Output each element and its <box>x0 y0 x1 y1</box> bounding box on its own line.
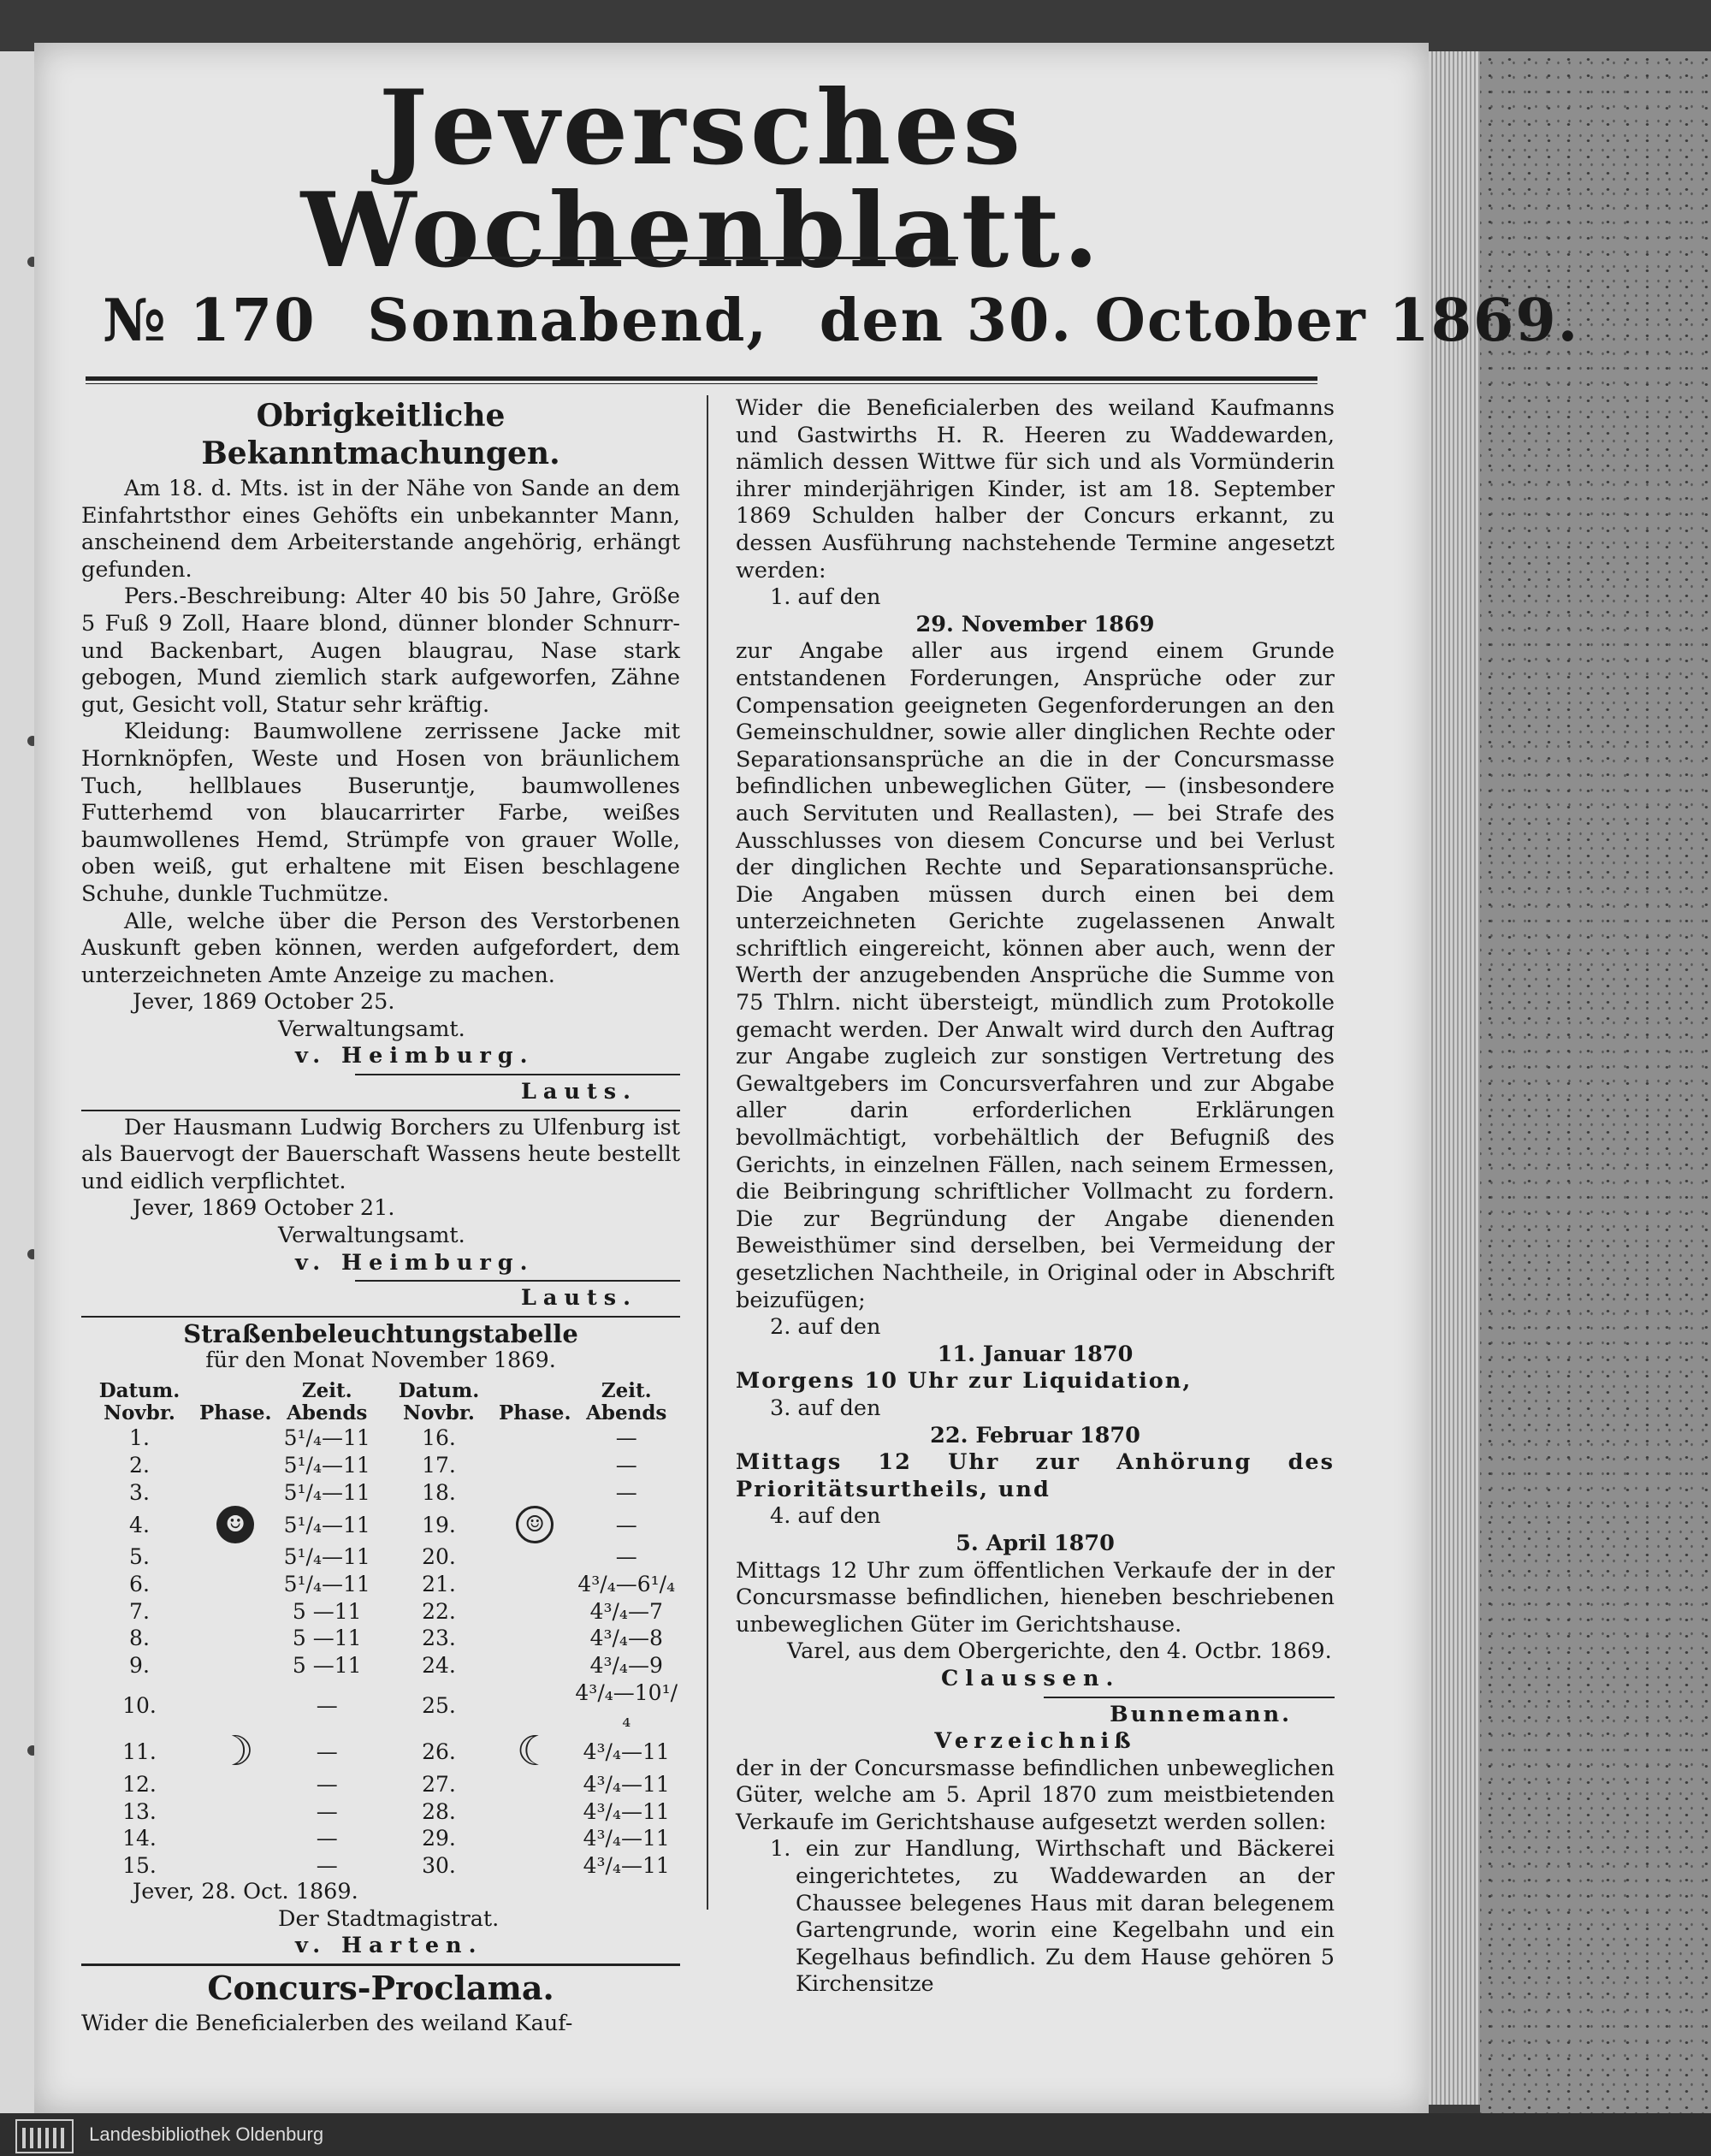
day-cell: 5. <box>129 1544 150 1570</box>
time-cell: 5¹/₄—11 <box>283 1544 370 1570</box>
day-cell: 27. <box>422 1771 456 1797</box>
concurs-signer: Claussen. <box>941 1665 1121 1691</box>
table-row <box>81 1597 680 1625</box>
day-cell: 7. <box>129 1598 150 1624</box>
time-cell: — <box>615 1479 637 1505</box>
table-row <box>81 1825 680 1852</box>
column-header: Phase. <box>198 1401 272 1424</box>
top-rule-thin <box>86 383 1317 384</box>
term-label: 1. auf den <box>770 584 881 611</box>
phase-cell <box>198 1424 274 1452</box>
phase-cell <box>198 1727 274 1775</box>
notice-signer: v. Heimburg. <box>295 1249 535 1276</box>
phase-cell <box>198 1506 274 1543</box>
column-header: Datum. Novbr. <box>398 1379 480 1424</box>
rule <box>1044 1697 1335 1698</box>
last-quarter-moon-icon: ☾ <box>516 1727 554 1775</box>
day-cell: 9. <box>129 1653 150 1679</box>
phase-cell <box>497 1625 573 1652</box>
day-cell: 17. <box>422 1453 456 1478</box>
lighting-table-body <box>81 1424 680 1879</box>
book-fore-edge <box>1429 51 1480 2105</box>
table-row <box>81 1852 680 1880</box>
notice-paragraph: Alle, welche über die Person des Verstorbenen Auskunft geben können, werden aufgefordert, dem unterzeichneten Amte Anzeige zu machen. <box>81 908 680 988</box>
column-header: Phase. <box>498 1401 571 1424</box>
term-text: Mittags 12 Uhr zum öffentlichen Verkaufe der in der Concursmasse befindlichen, hieneben beschriebenen unbeweglichen Güter im Gerichtshause. <box>736 1557 1335 1638</box>
day-cell: 14. <box>122 1826 157 1851</box>
day-cell: 6. <box>129 1572 150 1597</box>
left-column <box>81 395 680 2037</box>
column-header: Datum. Novbr. <box>98 1379 181 1424</box>
table-row <box>81 1771 680 1798</box>
time-cell: 4³/₄—11 <box>583 1852 670 1878</box>
weekday: Sonnabend, <box>367 287 769 355</box>
phase-cell <box>198 1679 274 1732</box>
table-row <box>81 1571 680 1598</box>
issue-date: den 30. October 1869. <box>819 287 1580 355</box>
term-label: 3. auf den <box>770 1395 881 1421</box>
new-moon-icon: ☺ <box>516 1506 554 1543</box>
concurs-countersign: Bunnemann. <box>1110 1701 1292 1727</box>
phase-cell <box>497 1597 573 1625</box>
phase-cell <box>497 1506 573 1543</box>
column-header: Zeit. Abends <box>586 1379 667 1424</box>
phase-cell <box>497 1852 573 1880</box>
time-cell: 5¹/₄—11 <box>283 1572 370 1597</box>
time-cell: — <box>316 1826 338 1851</box>
phase-cell <box>198 1452 274 1479</box>
notice-paragraph: Am 18. d. Mts. ist in der Nähe von Sande an dem Einfahrtsthor eines Gehöfts ein unbekannter Mann, anscheinend dem Arbeiterstande angehörig, erhängt gefunden. <box>81 476 680 583</box>
day-cell: 11. <box>122 1738 157 1764</box>
term-date: 11. Januar 1870 <box>937 1341 1134 1367</box>
rule <box>355 1074 680 1075</box>
table-row <box>81 1543 680 1571</box>
concurs-heading: Concurs-Proclama. <box>207 1969 554 2008</box>
notice-place-date: Jever, 1869 October 21. <box>133 1195 395 1222</box>
day-cell: 30. <box>422 1852 456 1878</box>
term-label: 4. auf den <box>770 1503 881 1530</box>
register-item: 1. ein zur Handlung, Wirthschaft und Bäckerei eingerichtetes, zu Waddewarden an der Chaussee belegenes Haus mit daran belegenem Gartengrunde, worin eine Kegelbahn und ein Kegelhaus befindlich. Zu dem Hause gehören 5 Kirchensitze <box>770 1836 1335 1998</box>
day-cell: 26. <box>422 1738 456 1764</box>
time-cell: 4³/₄—7 <box>589 1598 663 1624</box>
phase-cell <box>497 1798 573 1825</box>
section-heading: Obrigkeitliche Bekanntmachungen. <box>201 398 560 471</box>
full-moon-icon: ☻ <box>216 1506 254 1543</box>
day-cell: 12. <box>122 1771 157 1797</box>
right-column <box>736 395 1335 1999</box>
day-cell: 29. <box>422 1826 456 1851</box>
time-cell: — <box>615 1425 637 1451</box>
time-cell: 4³/₄—11 <box>583 1798 670 1824</box>
phase-cell <box>198 1798 274 1825</box>
time-cell: 5¹/₄—11 <box>283 1453 370 1478</box>
phase-cell <box>198 1825 274 1852</box>
time-cell: — <box>316 1852 338 1878</box>
time-cell: 4³/₄—6¹/₄ <box>577 1572 676 1597</box>
day-cell: 10. <box>122 1693 157 1718</box>
notice-paragraph: Der Hausmann Ludwig Borchers zu Ulfenburg ist als Bauervogt der Bauerschaft Wassens heute bestellt und eidlich verpflichtet. <box>81 1114 680 1194</box>
time-cell: 5¹/₄—11 <box>283 1512 370 1537</box>
day-cell: 28. <box>422 1798 456 1824</box>
first-quarter-moon-icon: ☽ <box>216 1727 254 1775</box>
phase-cell <box>198 1852 274 1880</box>
lighting-table-subtitle: für den Monat November 1869. <box>205 1348 556 1374</box>
library-building-icon <box>15 2119 74 2153</box>
phase-cell <box>497 1478 573 1506</box>
rule <box>81 1964 680 1966</box>
time-cell: 4³/₄—9 <box>589 1653 663 1679</box>
time-cell: — <box>316 1693 338 1718</box>
term-date: 29. November 1869 <box>915 611 1155 637</box>
concurs-intro: Wider die Beneficialerben des weiland Kaufmanns und Gastwirths H. R. Heeren zu Waddewarden, nämlich dessen Wittwe für sich und als Vormünderin ihrer minderjährigen Kinder, ist am 18. September 1869 Schulden halber der Concurs erkannt, zu dessen Ausführung nachstehende Termine angesetzt werden: <box>736 395 1335 583</box>
library-name: Landesbibliothek Oldenburg <box>89 2123 324 2145</box>
rule <box>81 1110 680 1111</box>
time-cell: 4³/₄—11 <box>583 1771 670 1797</box>
column-header: Zeit. Abends <box>287 1379 368 1424</box>
table-row <box>81 1679 680 1732</box>
day-cell: 25. <box>422 1693 456 1718</box>
table-office: Der Stadtmagistrat. <box>278 1905 500 1932</box>
top-rule <box>86 376 1317 381</box>
time-cell: — <box>316 1771 338 1797</box>
day-cell: 18. <box>422 1479 456 1505</box>
day-cell: 3. <box>129 1479 150 1505</box>
notice-paragraph: Pers.-Beschreibung: Alter 40 bis 50 Jahre, Größe 5 Fuß 9 Zoll, Haare blond, dünner blonder Schnurr- und Backenbart, Augen blaugrau, Nase stark gebogen, Mund ziemlich stark aufgeworfen, Zähne gut, Gesicht voll, Statur sehr kräftig. <box>81 583 680 718</box>
phase-cell <box>198 1652 274 1679</box>
term-text: Morgens 10 Uhr zur Liquidation, <box>736 1368 1193 1395</box>
day-cell: 22. <box>422 1598 456 1624</box>
register-intro: der in der Concursmasse befindlichen unbeweglichen Güter, welche am 5. April 1870 zum meistbietenden Verkaufe im Gerichtshause aufgesetzt werden sollen: <box>736 1755 1335 1835</box>
table-row <box>81 1424 680 1452</box>
notice-countersign: Lauts. <box>520 1079 637 1105</box>
term-label: 2. auf den <box>770 1314 881 1341</box>
phase-cell <box>497 1727 573 1775</box>
time-cell: 5 —11 <box>292 1653 362 1679</box>
phase-cell <box>497 1652 573 1679</box>
phase-cell <box>497 1452 573 1479</box>
day-cell: 16. <box>422 1425 456 1451</box>
phase-cell <box>198 1543 274 1571</box>
notice-office: Verwaltungsamt. <box>278 1016 465 1042</box>
table-row <box>81 1506 680 1543</box>
day-cell: 2. <box>129 1453 150 1478</box>
notice-office: Verwaltungsamt. <box>278 1223 465 1249</box>
day-cell: 1. <box>129 1425 150 1451</box>
time-cell: 5¹/₄—11 <box>283 1425 370 1451</box>
time-cell: 4³/₄—11 <box>583 1738 670 1764</box>
day-cell: 15. <box>122 1852 157 1878</box>
phase-cell <box>497 1679 573 1732</box>
concurs-intro-start: Wider die Beneficialerben des weiland Kauf- <box>81 2011 573 2037</box>
masthead-rule <box>445 257 958 259</box>
phase-cell <box>497 1825 573 1852</box>
day-cell: 24. <box>422 1653 456 1679</box>
table-row <box>81 1732 680 1771</box>
table-row <box>81 1798 680 1825</box>
day-cell: 21. <box>422 1572 456 1597</box>
table-row <box>81 1652 680 1679</box>
phase-cell <box>198 1597 274 1625</box>
time-cell: 4³/₄—8 <box>589 1626 663 1651</box>
lighting-table-title: Straßenbeleuchtungstabelle <box>183 1318 578 1348</box>
phase-cell <box>497 1543 573 1571</box>
phase-cell <box>497 1424 573 1452</box>
time-cell: 4³/₄—11 <box>583 1826 670 1851</box>
term-date: 22. Februar 1870 <box>930 1422 1140 1448</box>
masthead-title: Jeversches Wochenblatt. <box>300 68 1103 291</box>
time-cell: 5¹/₄—11 <box>283 1479 370 1505</box>
dateline <box>103 287 1580 355</box>
speckled-book-cover <box>1480 51 1711 2113</box>
time-cell: 4³/₄—10¹/₄ <box>575 1679 678 1732</box>
rule <box>355 1280 680 1282</box>
time-cell: 5 —11 <box>292 1626 362 1651</box>
time-cell: — <box>615 1512 637 1537</box>
phase-cell <box>497 1571 573 1598</box>
notice-signer: v. Heimburg. <box>295 1043 535 1069</box>
phase-cell <box>198 1571 274 1598</box>
time-cell: — <box>615 1453 637 1478</box>
concurs-place-date: Varel, aus dem Obergerichte, den 4. Octbr. 1869. <box>787 1638 1332 1665</box>
time-cell: — <box>615 1544 637 1570</box>
notice-countersign: Lauts. <box>520 1285 637 1312</box>
term-text: Mittags 12 Uhr zur Anhörung des Prioritätsurtheils, und <box>736 1449 1335 1502</box>
table-row <box>81 1625 680 1652</box>
issue-number: № 170 <box>103 287 317 355</box>
time-cell: 5 —11 <box>292 1598 362 1624</box>
day-cell: 23. <box>422 1626 456 1651</box>
lighting-table <box>81 1380 680 1879</box>
day-cell: 20. <box>422 1544 456 1570</box>
notice-paragraph: Kleidung: Baumwollene zerrissene Jacke mit Hornknöpfen, Weste und Hosen von bräunlichem Tuch, hellblaues Buseruntje, baumwollenes Futterhemd von blaucarrirter Farbe, weißes baumwollenes Hemd, Strümpfe von grauer Wolle, oben weiß, gut erhaltene mit Eisen beschlagene Schuhe, dunkle Tuchmütze. <box>81 719 680 907</box>
day-cell: 8. <box>129 1626 150 1651</box>
day-cell: 19. <box>422 1512 456 1537</box>
table-signer: v. Harten. <box>295 1933 483 1959</box>
rule <box>81 1316 680 1318</box>
footer-bar <box>0 2113 1711 2156</box>
term-text: zur Angabe aller aus irgend einem Grunde entstandenen Forderungen, Ansprüche oder zur Compensation geeigneten Gegenforderungen an den Gemeinschuldner, sowie aller dinglichen Rechte oder Separationsansprüche an die in der Concursmasse befindlichen unbeweglichen Güter, — (insbesondere auch Servituten und Reallasten), — bei Strafe des Ausschlusses von diesem Concurse und bei Verlust der dinglichen Rechte und Separationsansprüche. Die Angaben müssen durch einen bei dem unterzeichneten Gerichte zugelassenen Anwalt schriftlich eingereicht, können aber auch, wenn der Werth der anzugebenden Ansprüche die Summe von 75 Thlrn. nicht übersteigt, mündlich zum Protokolle gemacht werden. Der Anwalt wird durch den Auftrag zur Angabe zugleich zur sonstigen Vertretung des Gewaltgebers im Concursverfahren und zur Abgabe aller darin erforderlichen Erklärungen bevollmächtigt, vorbehältlich der Befugniß des Gerichts, in einzelnen Fällen, nach seinem Ermessen, die Beibringung schriftlicher Vollmacht zu fordern. Die zur Begründung der Angabe dienenden Beweisthümer sind derselben, bei Vermeidung der gesetzlichen Nachtheile, in Original oder in Abschrift beizufügen; <box>736 638 1335 1313</box>
day-cell: 4. <box>129 1512 150 1537</box>
day-cell: 13. <box>122 1798 157 1824</box>
time-cell: — <box>316 1738 338 1764</box>
table-row <box>81 1478 680 1506</box>
notice-place-date: Jever, 1869 October 25. <box>133 989 395 1016</box>
register-heading: Verzeichniß <box>934 1728 1136 1755</box>
table-place-date: Jever, 28. Oct. 1869. <box>133 1879 358 1905</box>
table-row <box>81 1452 680 1479</box>
phase-cell <box>198 1625 274 1652</box>
term-date: 5. April 1870 <box>956 1530 1115 1556</box>
column-divider <box>707 395 708 1910</box>
time-cell: — <box>316 1798 338 1824</box>
phase-cell <box>198 1478 274 1506</box>
